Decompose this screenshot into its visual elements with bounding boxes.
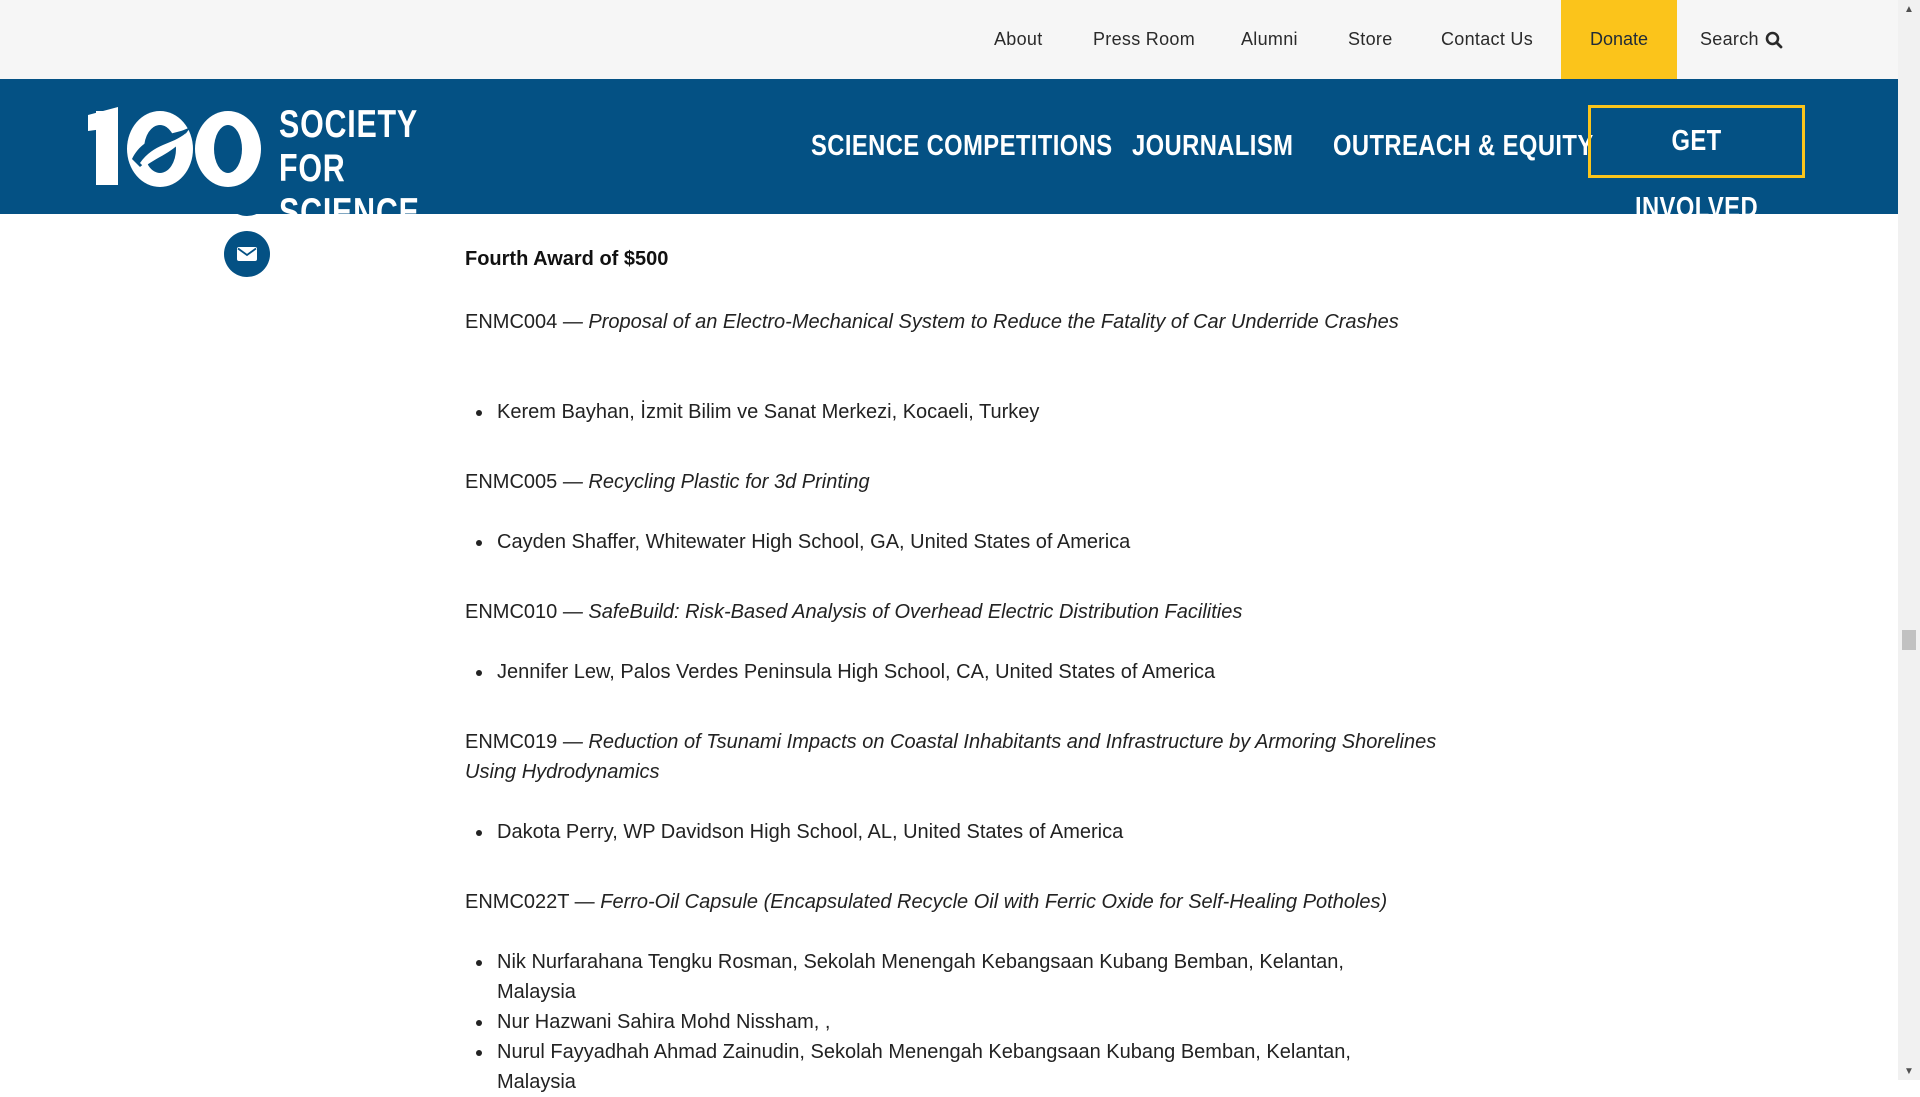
list-item: Cayden Shaffer, Whitewater High School, GA, United States of America <box>497 527 1427 557</box>
donate-button[interactable]: Donate <box>1561 0 1677 79</box>
scroll-up-arrow-icon[interactable]: ▲ <box>1904 3 1914 15</box>
page-scrollbar[interactable] <box>1898 0 1920 1080</box>
nav-alumni-link[interactable]: Alumni <box>1241 29 1298 49</box>
email-icon <box>237 247 257 261</box>
entry-title <box>465 597 1445 627</box>
logo-line-1: SOCIETY <box>279 103 418 146</box>
entry-title <box>465 727 1445 787</box>
logo-line-2: FOR SCIENCE <box>279 147 420 234</box>
search-icon <box>1765 31 1783 49</box>
site-logo[interactable] <box>88 101 488 234</box>
search-label: Search <box>1700 29 1759 49</box>
logo-100-mark <box>88 101 268 191</box>
scrollbar-thumb[interactable] <box>1902 630 1916 650</box>
list-item: Dakota Perry, WP Davidson High School, AL, United States of America <box>497 817 1427 847</box>
nav-contact-us-link[interactable]: Contact Us <box>1441 29 1534 49</box>
entry-project-title: Reduction of Tsunami Impacts on Coastal Inhabitants and Infrastructure by Armoring Shorelines Using Hydrodynamics <box>465 731 1437 783</box>
email-share-button[interactable] <box>224 231 270 277</box>
scroll-down-arrow-icon[interactable]: ▼ <box>1904 1065 1914 1077</box>
list-item: Jennifer Lew, Palos Verdes Peninsula High School, CA, United States of America <box>497 657 1427 687</box>
nav-press-room-link[interactable]: Press Room <box>1093 29 1196 49</box>
nav-outreach-equity[interactable]: OUTREACH & EQUITY <box>1333 130 1594 162</box>
entry-project-title: SafeBuild: Risk-Based Analysis of Overhead Electric Distribution Facilities <box>588 601 1243 623</box>
entry-title <box>465 467 1445 497</box>
entry-code: ENMC010 — <box>465 601 589 623</box>
list-item: Nik Nurfarahana Tengku Rosman, Sekolah Menengah Kebangsaan Kubang Bemban, Kelantan, Malaysia <box>497 947 1427 1007</box>
entry-project-title: Proposal of an Electro-Mechanical System to Reduce the Fatality of Car Underride Crashes <box>588 311 1399 333</box>
entry-code: ENMC005 — <box>465 471 589 493</box>
nav-about-link[interactable]: About <box>994 29 1043 49</box>
list-item: Nur Hazwani Sahira Mohd Nissham, , <box>497 1007 1427 1037</box>
entry-project-title: Recycling Plastic for 3d Printing <box>588 471 870 493</box>
list-item: Kerem Bayhan, İzmit Bilim ve Sanat Merkezi, Kocaeli, Turkey <box>497 397 1427 427</box>
entry-project-title: Ferro-Oil Capsule (Encapsulated Recycle Oil with Ferric Oxide for Self-Healing Potholes) <box>600 891 1388 913</box>
nav-journalism[interactable]: JOURNALISM <box>1132 130 1294 162</box>
award-heading: Fourth Award of $500 <box>465 248 669 270</box>
entry-title <box>465 307 1445 337</box>
get-involved-label: GET INVOLVED <box>1634 125 1759 224</box>
get-involved-button[interactable] <box>1588 105 1805 224</box>
entry-code: ENMC004 — <box>465 311 589 333</box>
entry-title <box>465 887 1445 917</box>
entry-code: ENMC019 — <box>465 731 589 753</box>
nav-store-link[interactable]: Store <box>1348 29 1393 49</box>
utility-bar <box>0 0 1898 79</box>
nav-science-competitions[interactable]: SCIENCE COMPETITIONS <box>811 130 1113 162</box>
entry-code: ENMC022T — <box>465 891 601 913</box>
list-item: Nurul Fayyadhah Ahmad Zainudin, Sekolah Menengah Kebangsaan Kubang Bemban, Kelantan, Malaysia <box>497 1037 1427 1097</box>
logo-wordmark <box>279 103 442 235</box>
search-button[interactable] <box>1700 0 1783 79</box>
